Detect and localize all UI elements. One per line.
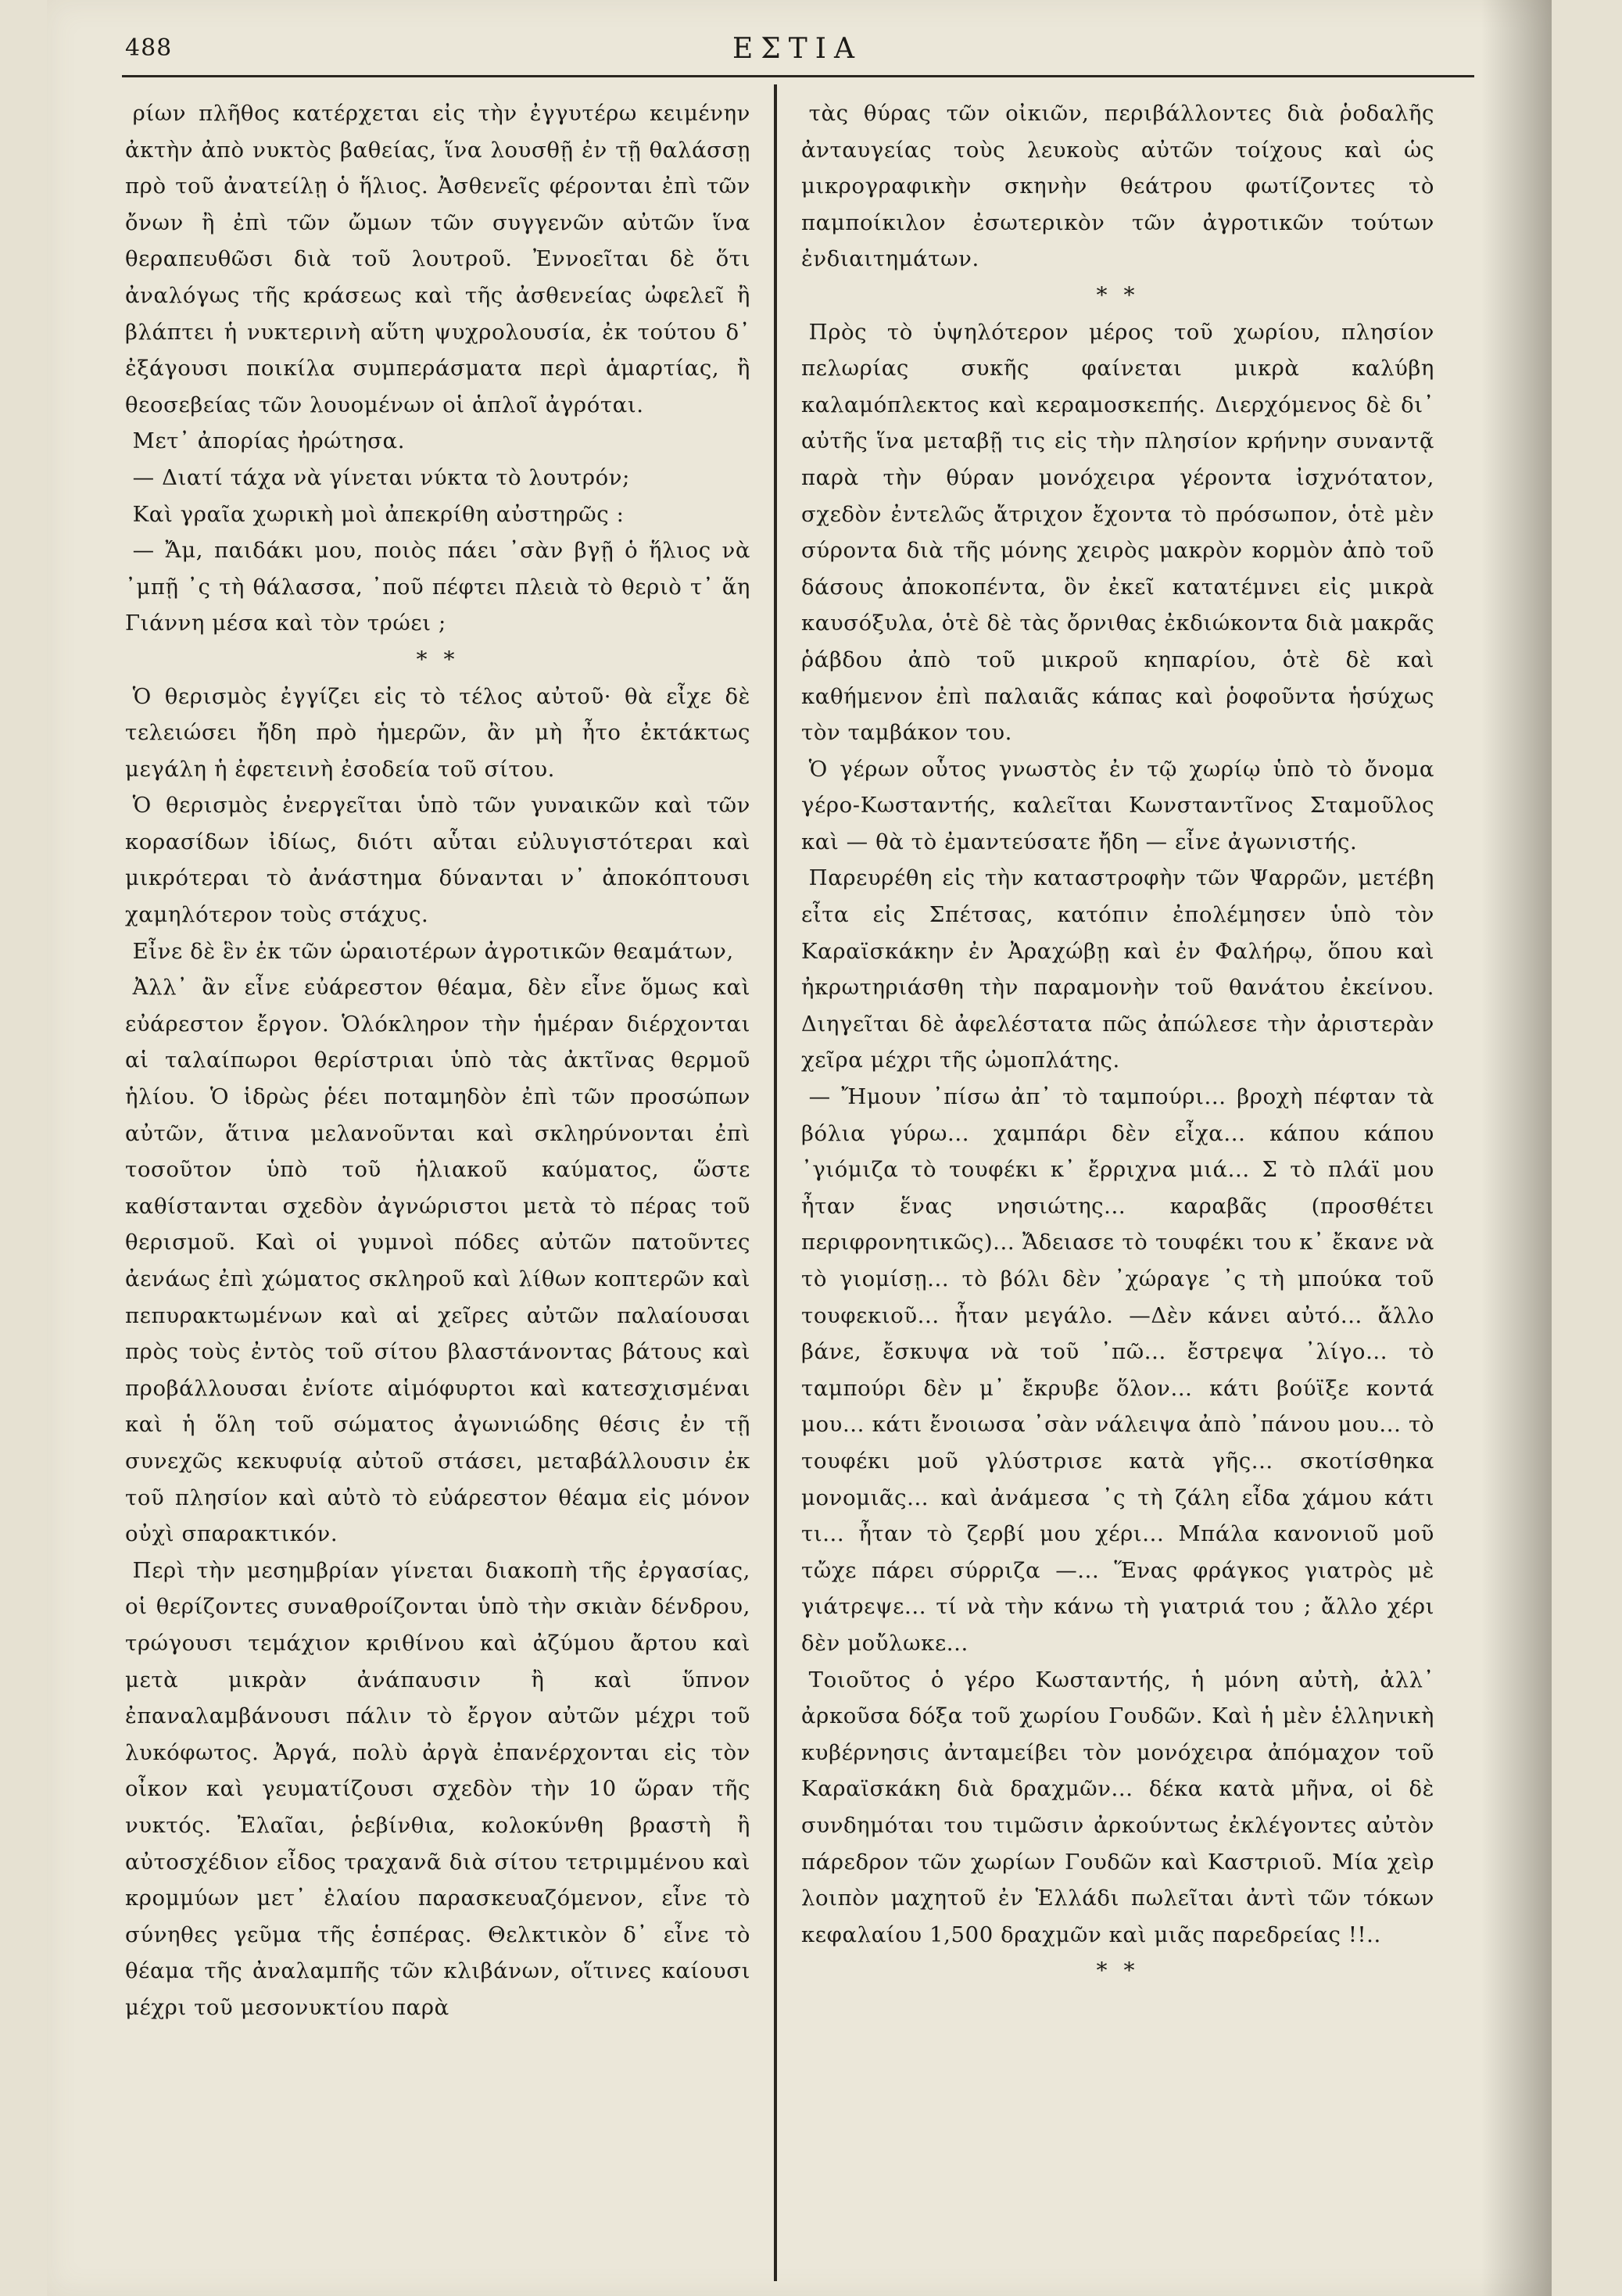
header-rule (122, 75, 1474, 77)
paragraph: τὰς θύρας τῶν οἰκιῶν, περιβάλλοντες διὰ ῥοδαλῆς ἀνταυγείας τοὺς λευκοὺς αὐτῶν τοίχους καὶ ὡς μικρογραφικὴν σκηνὴν θεάτρου φωτίζοντες τὸ παμποίκιλον ἐσωτερικὸν τῶν ἀγροτικῶν τούτων ἐνδιαιτημάτων. (801, 101, 1434, 272)
paragraph: Ὁ θερισμὸς ἐνεργεῖται ὑπὸ τῶν γυναικῶν καὶ τῶν κορασίδων ἰδίως, διότι αὗται εὐλυγιστότεραι καὶ μικρότεραι τὸ ἀνάστημα δύνανται ν᾽ ἀποκόπτουσι χαμηλότερον τοὺς στάχυς. (125, 793, 750, 928)
page-number: 488 (125, 34, 173, 62)
left-column (125, 95, 750, 2026)
paragraph: Τοιοῦτος ὁ γέρο Κωσταντής, ἡ μόνη αὐτὴ, ἀλλ᾽ ἀρκοῦσα δόξα τοῦ χωρίου Γουδῶν. Καὶ ἡ μὲν ἑλληνικὴ κυβέρνησις ἀνταμείβει τὸν μονόχειρα ἀπόμαχον τοῦ Καραϊσκάκη διὰ δραχμῶν... δέκα κατὰ μῆνα, οἱ δὲ συνδημόται του τιμῶσιν ἀρκούντως ἐκλέγοντες αὐτὸν πάρεδρον τῶν χωρίων Γουδῶν καὶ Καστριοῦ. Μία χεὶρ λοιπὸν μαχητοῦ ἐν Ἑλλάδι πωλεῖται ἀντὶ τῶν τόκων κεφαλαίου 1,500 δραχμῶν καὶ μιᾶς παρεδρείας !!.. (801, 1667, 1434, 1947)
paragraph: ρίων πλῆθος κατέρχεται εἰς τὴν ἐγγυτέρω κειμένην ἀκτὴν ἀπὸ νυκτὸς βαθείας, ἵνα λουσθῇ ἐν τῇ θαλάσσῃ πρὸ τοῦ ἀνατείλῃ ὁ ἥλιος. Ἀσθενεῖς φέρονται ἐπὶ τῶν ὄνων ἢ ἐπὶ τῶν ὤμων τῶν συγγενῶν αὐτῶν ἵνα θεραπευθῶσι διὰ τοῦ λουτροῦ. Ἐννοεῖται δὲ ὅτι ἀναλόγως τῆς κράσεως καὶ τῆς ἀσθενείας ὠφελεῖ ἢ βλάπτει ἡ νυκτερινὴ αὕτη ψυχρολουσία, ἐκ τούτου δ᾽ ἐξάγουσι ποικίλα συμπεράσματα περὶ ἁμαρτίας, ἢ θεοσεβείας τῶν λουομένων οἱ ἁπλοῖ ἀγρόται. (125, 101, 750, 417)
paragraph: Παρευρέθη εἰς τὴν καταστροφὴν τῶν Ψαρρῶν, μετέβη εἶτα εἰς Σπέτσας, κατόπιν ἐπολέμησεν ὑπὸ τὸν Καραϊσκάκην ἐν Ἀραχώβῃ καὶ ἐν Φαλήρῳ, ὅπου καὶ ἠκρωτηριάσθη τὴν παραμονὴν τοῦ θανάτου ἐκείνου. Διηγεῖται δὲ ἀφελέστατα πῶς ἀπώλεσε τὴν ἀριστερὰν χεῖρα μέχρι τῆς ὠμοπλάτης. (801, 865, 1434, 1073)
page-header (125, 27, 1470, 73)
right-column (801, 95, 1434, 1990)
paragraph: Εἶνε δὲ ἓν ἐκ τῶν ὡραιοτέρων ἀγροτικῶν θεαμάτων, (132, 938, 734, 964)
paragraph: Ὁ γέρων οὗτος γνωστὸς ἐν τῷ χωρίῳ ὑπὸ τὸ ὄνομα γέρο-Κωσταντής, καλεῖται Κωνσταντῖνος Σταμοῦλος καὶ — θὰ τὸ ἐμαντεύσατε ἤδη — εἶνε ἀγωνιστής. (801, 756, 1434, 854)
paragraph: — Διατί τάχα νὰ γίνεται νύκτα τὸ λουτρόν; (132, 464, 630, 490)
paragraph: Μετ᾽ ἀπορίας ἠρώτησα. (132, 428, 406, 454)
section-separator: * * (1096, 281, 1140, 308)
paragraph: — Ἤμουν ᾽πίσω ἀπ᾽ τὸ ταμπούρι... βροχὴ πέφταν τὰ βόλια γύρω... χαμπάρι δὲν εἶχα... κάπου κάπου ᾽γιόμιζα τὸ τουφέκι κ᾽ ἔρριχνα μιά... Σ τὸ πλάϊ μου ἦταν ἕνας νησιώτης... καραβᾶς (προσθέτει περιφρονητικῶς)... Ἄδειασε τὸ τουφέκι του κ᾽ ἔκανε νὰ τὸ γιομίσῃ... τὸ βόλι δὲν ᾽χώραγε ᾽ς τὴ μπούκα τοῦ τουφεκιοῦ... ἦταν μεγάλο. —Δὲν κάνει αὐτό... ἄλλο βάνε, ἔσκυψα νὰ τοῦ ᾽πῶ... ἔστρεψα ᾽λίγο... τὸ ταμπούρι δὲν μ᾽ ἔκρυβε ὅλον... κάτι βούϊξε κοντά μου... κάτι ἔνοιωσα ᾽σὰν νάλειψα ἀπὸ ᾽πάνου μου... τὸ τουφέκι μοῦ γλύστρισε κατὰ γῆς... σκοτίσθηκα μονομιᾶς... καὶ ἀνάμεσα ᾽ς τὴ ζάλη εἶδα χάμου κάτι τι... ἦταν τὸ ζερβί μου χέρι... Μπάλα κανονιοῦ μοῦ τὤχε πάρει σύρριζα —... Ἕνας φράγκος γιατρὸς μὲ γιάτρεψε... τί νὰ τὴν κάνω τὴ γιατριά του ; ἄλλο χέρι δὲν μοὔλωκε... (801, 1084, 1434, 1656)
paragraph: Ὁ θερισμὸς ἐγγίζει εἰς τὸ τέλος αὐτοῦ· θὰ εἶχε δὲ τελειώσει ἤδη πρὸ ἡμερῶν, ἂν μὴ ἦτο ἐκτάκτως μεγάλη ἡ ἐφετεινὴ ἐσοδεία τοῦ σίτου. (125, 683, 750, 782)
column-divider (774, 84, 777, 2281)
running-title: ΕΣΤΙΑ (732, 33, 862, 65)
section-separator: * * (416, 646, 460, 672)
paragraph: Ἀλλ᾽ ἂν εἶνε εὐάρεστον θέαμα, δὲν εἶνε ὅμως καὶ εὐάρεστον ἔργον. Ὁλόκληρον τὴν ἡμέραν διέρχονται αἱ ταλαίπωροι θερίστριαι ὑπὸ τὰς ἀκτῖνας θερμοῦ ἡλίου. Ὁ ἱδρὼς ῥέει ποταμηδὸν ἐπὶ τῶν προσώπων αὐτῶν, ἅτινα μελανοῦνται καὶ σκληρύνονται ἐπὶ τοσοῦτον ὑπὸ τοῦ ἡλιακοῦ καύματος, ὥστε καθίστανται σχεδὸν ἀγνώριστοι μετὰ τὸ πέρας τοῦ θερισμοῦ. Καὶ οἱ γυμνοὶ πόδες αὐτῶν πατοῦντες ἀενάως ἐπὶ χώματος σκληροῦ καὶ λίθων κοπτερῶν καὶ πεπυρακτωμένων καὶ αἱ χεῖρες αὐτῶν παλαίουσαι πρὸς τοὺς ἐντὸς τοῦ σίτου βλαστάνοντας βάτους καὶ προβάλλουσαι ἐνίοτε αἱμόφυρτοι καὶ κατεσχισμέναι καὶ ἡ ὅλη τοῦ σώματος ἀγωνιώδης θέσις ἐν τῇ συνεχῶς κεκυφυίᾳ αὐτοῦ στάσει, μεταβάλλουσιν ἐκ τοῦ πλησίον καὶ αὐτὸ τὸ εὐάρεστον θέαμα εἰς μόνον οὐχὶ σπαρακτικόν. (125, 975, 750, 1547)
newspaper-page (47, 0, 1552, 2296)
paragraph: Πρὸς τὸ ὑψηλότερον μέρος τοῦ χωρίου, πλησίον πελωρίας συκῆς φαίνεται μικρὰ καλύβη καλαμόπλεκτος καὶ κεραμοσκεπής. Διερχόμενος δὲ δι᾽ αὐτῆς ἵνα μεταβῇ τις εἰς τὴν πλησίον κρήνην συναντᾷ παρὰ τὴν θύραν μονόχειρα γέροντα ἰσχνότατον, σχεδὸν ἐντελῶς ἄτριχον ἔχοντα τὸ πρόσωπον, ὁτὲ μὲν σύροντα διὰ τῆς μόνης χειρὸς μακρὸν κορμὸν ἀπὸ τοῦ δάσους ἀποκοπέντα, ὃν ἐκεῖ κατατέμνει εἰς μικρὰ καυσόξυλα, ὁτὲ δὲ τὰς ὄρνιθας ἐκδιώκοντα διὰ μακρᾶς ῥάβδου ἀπὸ τοῦ μικροῦ κηπαρίου, ὁτὲ δὲ καὶ καθήμενον ἐπὶ παλαιᾶς κάπας καὶ ῥοφοῦντα ἡσύχως τὸν ταμβάκον του. (801, 319, 1434, 746)
paragraph: Καὶ γραῖα χωρικὴ μοὶ ἀπεκρίθη αὐστηρῶς : (132, 501, 625, 527)
section-separator: * * (1096, 1958, 1140, 1984)
paragraph: Περὶ τὴν μεσημβρίαν γίνεται διακοπὴ τῆς ἐργασίας, οἱ θερίζοντες συναθροίζονται ὑπὸ τὴν σκιὰν δένδρου, τρώγουσι τεμάχιον κριθίνου καὶ ἀζύμου ἄρτου καὶ μετὰ μικρὰν ἀνάπαυσιν ἢ καὶ ὕπνον ἐπαναλαμβάνουσι πάλιν τὸ ἔργον αὐτῶν μέχρι τοῦ λυκόφωτος. Ἀργά, πολὺ ἀργὰ ἐπανέρχονται εἰς τὸν οἶκον καὶ γευματίζουσι σχεδὸν τὴν 10 ὥραν τῆς νυκτός. Ἐλαῖαι, ῥεβίνθια, κολοκύνθη βραστὴ ἢ αὐτοσχέδιον εἶδος τραχανᾶ διὰ σίτου τετριμμένου καὶ κρομμύων μετ᾽ ἐλαίου παρασκευαζόμενον, εἶνε τὸ σύνηθες γεῦμα τῆς ἑσπέρας. Θελκτικὸν δ᾽ εἶνε τὸ θέαμα τῆς ἀναλαμπῆς τῶν κλιβάνων, οἵτινες καίουσι μέχρι τοῦ μεσονυκτίου παρὰ (125, 1557, 750, 2020)
paragraph: — Ἄμ, παιδάκι μου, ποιὸς πάει ᾽σὰν βγῇ ὁ ἥλιος νὰ ᾽μπῇ ᾽ς τὴ θάλασσα, ᾽ποῦ πέφτει πλειὰ τὸ θεριὸ τ᾽ ἅη Γιάννη μέσα καὶ τὸν τρώει ; (125, 538, 750, 636)
page-edge-shadow (1481, 0, 1552, 2296)
